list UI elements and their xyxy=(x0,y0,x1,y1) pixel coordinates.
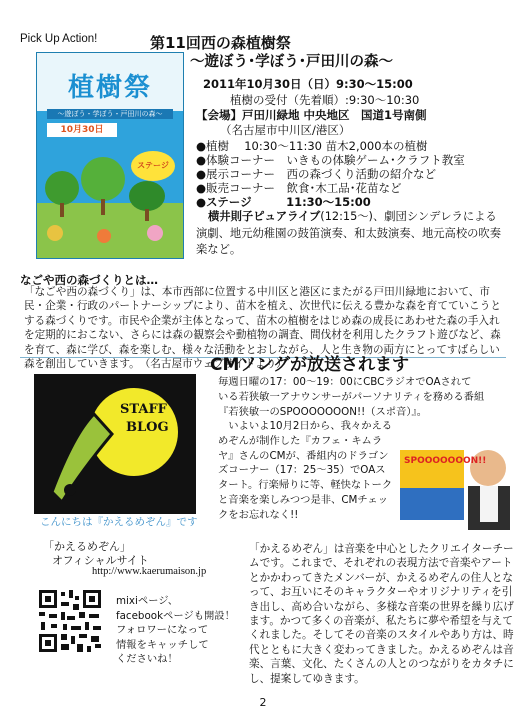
blog-greeting: こんにちは『かえるめぞん』です xyxy=(40,516,198,528)
event-stage-detail xyxy=(196,209,508,259)
event-venue-note: （名古屋市中川区/港区） xyxy=(220,123,351,137)
poster-date: 10月30日 xyxy=(47,123,117,137)
poster-stage-badge: ステージ xyxy=(131,151,175,181)
forest-heading: なごや西の森づくりとは… xyxy=(20,273,158,287)
kaeru-name: 「かえるめぞん」 xyxy=(43,540,131,553)
stage-performer: 横井則子ピュアライブ xyxy=(208,210,321,223)
event-date: 2011年10月30日（日）9:30〜15:00 xyxy=(203,77,413,91)
mixi-note xyxy=(116,594,235,667)
mixi-line: フォロワーになって xyxy=(116,624,209,637)
radio-promo-image xyxy=(396,430,514,540)
staff-label: STAFF xyxy=(120,402,167,417)
cm-line: 『若狭敏一のSPOOOOOOON!!（スポ音）』。 xyxy=(218,405,427,418)
forest-body: 「なごや西の森づくり」は、本市西部に位置する中川区と港区にまたがる戸田川緑地において、市民・企業・行政のパートナーシップにより、苗木を植え、次世代に伝える豊かな森を育てていこうとする森づくりです。市民や企業が主体となって、苗木の植樹をはじめ森の成長にあわせた森の手入れを定期的におこない、さらには森の観察会や動植物の調査、間伐材を利用したクラフト遊びなど、森を育て、森に学び、森を楽しむ、様々な活動をとおしながら、人と生き物の両方にとってすばらしい森を創出していきます。 （名古屋市ウェブサイトより） xyxy=(24,286,501,371)
mixi-line: facebookページも開設！ xyxy=(116,609,235,622)
mixi-line: mixiページ、 xyxy=(116,595,179,607)
event-title: 第11回西の森植樹祭 xyxy=(150,34,291,52)
cm-title: CMソングが放送されます xyxy=(210,355,410,375)
kaeru-url-link[interactable]: http://www.kaerumaison.jp xyxy=(92,566,207,577)
staff-blog-image xyxy=(34,374,196,514)
kaeru-site-label: オフィシャルサイト xyxy=(52,554,149,567)
event-poster xyxy=(36,52,184,259)
event-item: ●ステージ 11:30〜15:00 xyxy=(196,195,371,209)
cm-intro xyxy=(218,375,514,419)
blog-label: BLOG xyxy=(126,420,169,435)
stage-detail-text: (12:15〜)、劇団シンデレラによる演劇、地元幼稚園の鼓笛演奏、和太鼓演奏、地元高校の吹奏楽など。 xyxy=(196,210,502,256)
mixi-line: くださいね！ xyxy=(116,653,178,666)
cm-line: 毎週日曜の17：00〜19：00にCBCラジオでOAされて xyxy=(218,376,472,388)
event-item: ●体験コーナー いきもの体験ゲーム･クラフト教室 xyxy=(196,153,465,167)
event-item: ●展示コーナー 西の森づくり活動の紹介など xyxy=(196,167,437,181)
about-kaeru: 「かえるめぞん」は音楽を中心としたクリエイターチームです。これまで、それぞれの表現方法で音楽やアートとかかわってきたメンバーが、かえるめぞんの住人となって、お互いにそのキャラクターやオリジナリティを引き出し、高め合いながら、多様な音楽の世界を繰り広げます。かつて多くの音楽が、私たちに夢や希望を与えてくれました。そしてその音楽のスタイルやあり方は、時代とともに大きく変わってきました。かえるめぞんは音楽、言葉、文化、たくさんの人とのつながりをカタチにし、提案してゆきます。 xyxy=(249,543,514,685)
event-item: ●販売コーナー 飲食･木工品･花苗など xyxy=(196,181,402,195)
event-reception: 植樹の受付（先着順）:9:30〜10:30 xyxy=(230,93,420,107)
cm-line: いる若狭敏一アナウンサーがパーソナリティを務める番組 xyxy=(218,390,485,403)
mixi-line: 情報をキャッチして xyxy=(116,638,209,651)
cm-body: いよいよ10月2日から、我々かえるめぞんが制作した『カフェ・キムラヤ』さんのCMが、番組内のドラゴンズコーナー（17：25〜35）でOAスタート。行楽帰りに等、軽快なトークと音楽を楽しみつつ是非、CMチェックをお忘れなく!! xyxy=(218,420,393,521)
page-number: 2 xyxy=(259,696,267,709)
promo-label: SPOOOOOOON!! xyxy=(404,456,487,466)
qr-code-icon xyxy=(37,588,103,654)
event-item: ●植樹 10:30〜11:30 苗木2,000本の植樹 xyxy=(196,139,428,153)
poster-title: 植樹祭 xyxy=(67,73,152,103)
event-subtitle: 〜遊ぼう･学ぼう･戸田川の森〜 xyxy=(190,54,393,70)
event-venue: 【会場】戸田川緑地 中央地区 国道1号南側 xyxy=(196,108,427,122)
poster-subtitle: 〜遊ぼう・学ぼう・戸田川の森〜 xyxy=(47,109,173,119)
pickup-label: Pick Up Action! xyxy=(20,33,98,45)
